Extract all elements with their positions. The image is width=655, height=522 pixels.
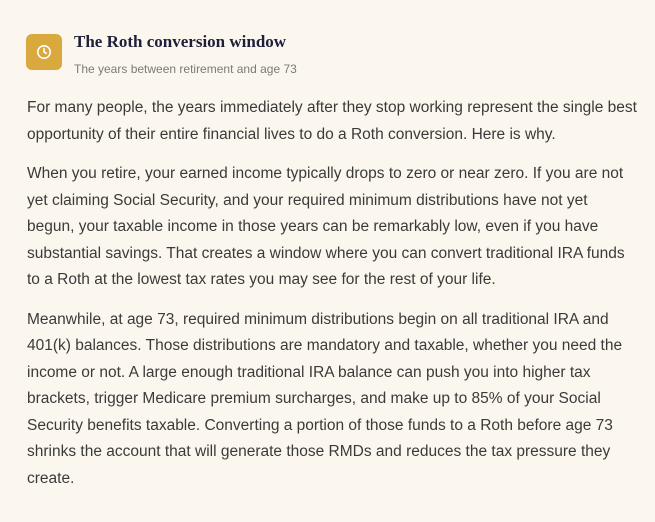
card-subtitle: The years between retirement and age 73 — [74, 62, 297, 76]
paragraph-rmds: Meanwhile, at age 73, required minimum distributions begin on all traditional IRA and 401(k) balances. Those distributions are mandatory and taxable, whether you need the income or not. A large enough traditional IRA balance can push you into higher tax brackets, trigger Medicare premium surcharges, and make up to 85% of your Social Security benefits taxable. Converting a portion of those funds to a Roth before age 73 shrinks the account that will generate those RMDs and reduces the tax pressure they create. — [27, 310, 623, 487]
paragraph-retirement: When you retire, your earned income typically drops to zero or near zero. If you are not yet claiming Social Security, and your required minimum distributions have not yet begun, your taxable income in those years can be remarkably low, even if you have substantial savings. That creates a window where you can convert traditional IRA funds to a Roth at the lowest tax rates you may see for the rest of your life. — [27, 165, 625, 288]
paragraph-intro: For many people, the years immediately after they stop working represent the single best opportunity of their entire financial lives to do a Roth conversion. Here is why. — [27, 99, 637, 143]
clock-icon — [26, 34, 62, 70]
card-title: The Roth conversion window — [74, 32, 287, 51]
card-header — [26, 32, 626, 80]
card-body — [27, 95, 637, 505]
